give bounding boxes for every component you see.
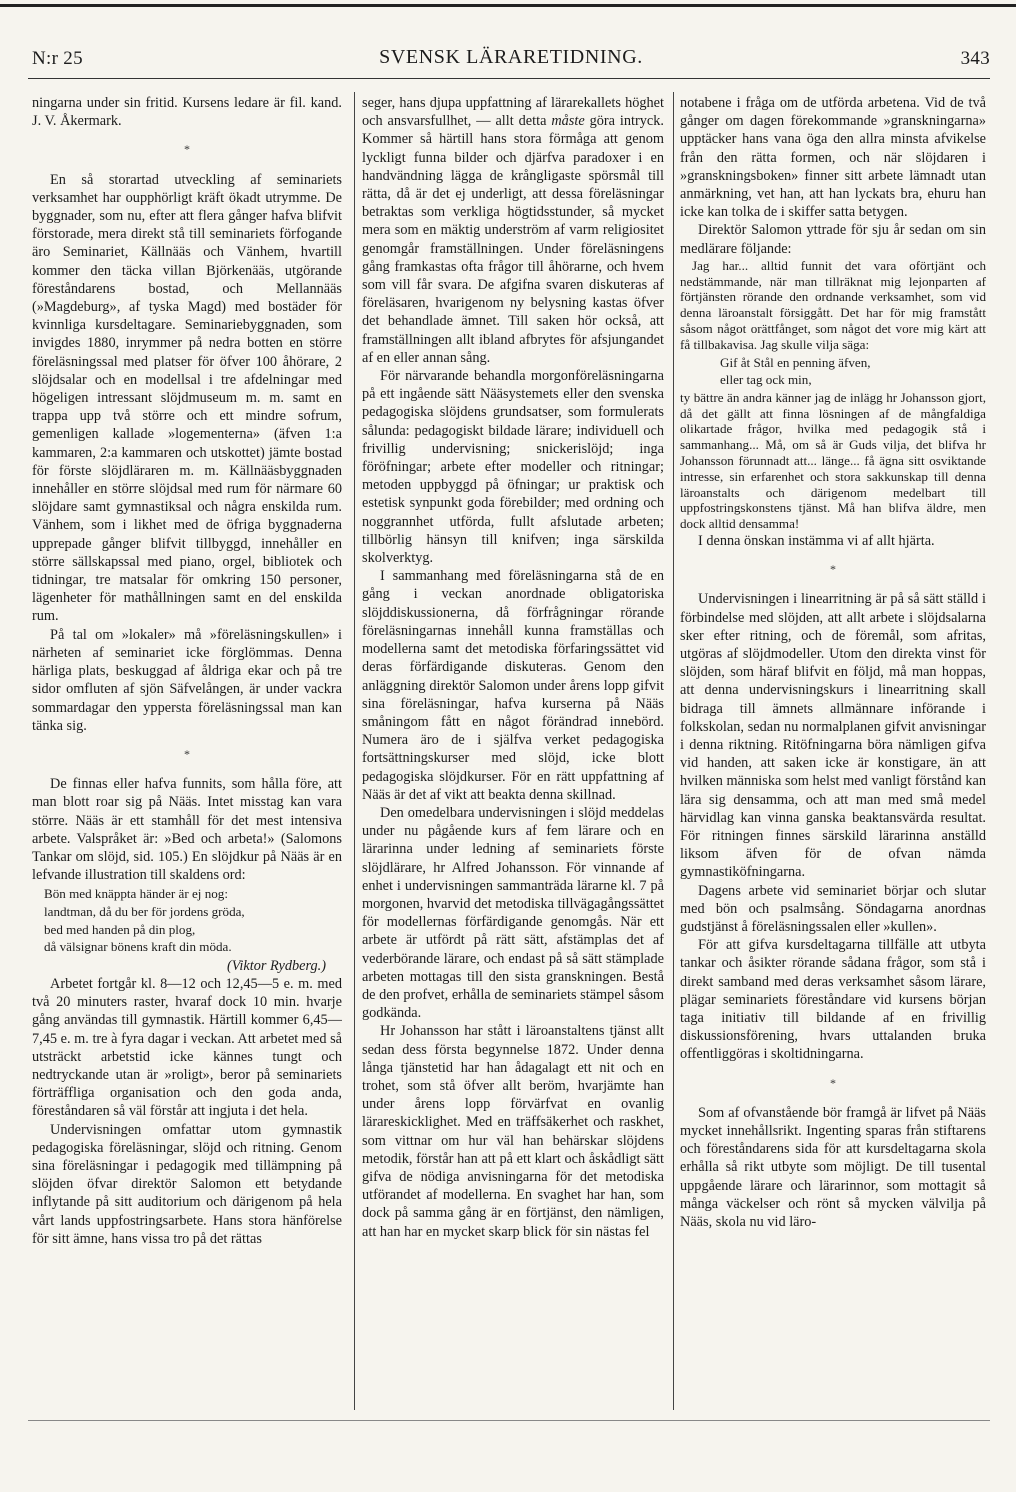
section-separator: * xyxy=(830,1075,836,1090)
poem-line: eller tag ock min, xyxy=(720,372,812,388)
header-rule xyxy=(28,78,990,79)
poem-line: Gif åt Stål en penning äfven, xyxy=(720,354,871,370)
section-separator: * xyxy=(184,142,190,157)
paragraph: En så storartad utveckling af seminariets verksamhet har oupphörligt kräft ökadt utrymme. De byggnader, som nu, efter att flera gånger hafva blifvit förstorade, mera direkt stå till seminariets förfogande äro Seminariet, Källnääs och Vänhem, hvartill kommer den täcka villan Björkenääs, utgörande föreståndarens bostad, och Mellannääs (»Magdeburg», af tyska Magd) med bostäder för kvinnliga kursdeltagare. Seminariebyggnaden, som invigdes 1880, inrymmer på nedra botten en större föreläsningssal med platser för öfver 100 åhörare, 2 slöjdsalar och en modellsal i tre afdelningar med högeligen intressant slöjdmuseum m. m. samt en trappa upp två större och ett mindre sofrum, gemenligen kallade »logementerna» (äfven 1:a kammaren, 2:a kammaren och utskottet) jämte bostad för förste slöjdläraren m. m. Källnääsbyggnaden innehåller en större slöjdsal med rum för närmare 60 slöjdare samt gymnastiksal och några enskilda rum. Vänhem, som i likhet med de öfriga byggnaderna upprepade gånger blifvit tillbyggd, innehåller en större sällskapssal med piano, orgel, bibliotek och tidningar, tre matsalar för omkring 150 personer, lägenheter för mathållningen samt en del enskilda rum. xyxy=(32,171,342,625)
paragraph: För närvarande behandla morgonföreläsningarna på ett ingående sätt Nääsystemets eller den svenska pedagogiska slöjdens grundsatser, som formulerats sålunda: pedagogiskt bildade lärare; individuell och frivillig undervisning; snickerislöjd; inga föröfningar; arbete efter modeller och ritningar; metoden uppbyggd på öfningar; ur praktisk och estetisk synpunkt goda förebilder; med ordning och noggrannhet utförda, fullt afslutade arbeten; tillbörlig hänsyn till knifven; inga särskilda skolverktyg. xyxy=(362,368,664,567)
page-header xyxy=(32,46,990,74)
journal-title: SVENSK LÄRARETIDNING. xyxy=(379,46,643,68)
paragraph: Som af ofvanstående bör framgå är lifvet på Nääs mycket innehållsrikt. Ingenting sparas från stiftarens och föreståndarens sida för att kursdeltagarna skola erhålla så rikt utbyte som möjligt. De till tusental uppgående lärare och lärarinnor, som mottagit så många väckelser och rönt så mycken välvilja på Nääs, skola nu vid läro- xyxy=(680,1104,986,1231)
column-right xyxy=(680,94,986,1410)
section-separator: * xyxy=(830,562,836,577)
paragraph: För att gifva kursdeltagarna tillfälle att utbyta tankar och åsikter rörande sådana frågor, som stå i direkt samband med deras verksamhet såsom lärare, plägar seminariets föreståndare vid kursens början taga initiativ till bildande af en frivillig diskussionsförening, hvars uttalanden bruka offentliggöras i skoltidningarna. xyxy=(680,937,986,1063)
column-middle xyxy=(362,94,664,1410)
paragraph: På tal om »lokaler» må »föreläsningskullen» i närheten af seminariet icke förglömmas. Denna härliga plats, beskuggad af åldriga ekar och på tre sidor omfluten af sjön Säfvelången, är under vackra sommardagar den yppersta föreläsningssal man kan tänka sig. xyxy=(32,626,342,734)
paragraph: De finnas eller hafva funnits, som hålla före, att man blott roar sig på Nääs. Intet misstag kan vara större. Nääs är ett stamhåll för det mest intensiva arbete. Valspråket är: »Bed och arbeta!» (Salomons Tankar om slöjd, sid. 105.) En slöjdkur på Nääs är en lefvande illustration till skaldens ord: xyxy=(32,776,342,884)
column-divider-2 xyxy=(673,92,674,1410)
paragraph: Dagens arbete vid seminariet börjar och slutar med bön och psalmsång. Söndagarna anordnas gudstjänst å föreläsningssalen eller »kullen». xyxy=(680,882,986,936)
column-left xyxy=(32,94,342,1410)
poem-line: bed med handen på din plog, xyxy=(44,921,196,937)
poem-line: då välsignar bönens kraft din möda. xyxy=(44,939,232,955)
top-border xyxy=(0,4,1016,7)
paragraph: Den omedelbara undervisningen i slöjd meddelas under nu pågående kurs af fem lärare och en lärarinna under ledning af seminariets förste slöjdlärare, hr Alfred Johansson. För vinnande af enhet i undervisningen sammanträda lärarne kl. 7 på morgonen, hvarvid det metodiska tillvägagångssättet för modellernas förfärdigande genomgås. När ett arbete är utfördt på rätt sätt, afstämplas det af vederbörande lärare, och endast på så sätt stämplade arbeten mottagas till den sista granskningen. Bestå de den profvet, erhålla de seminariets stämpel såsom godkända. xyxy=(362,804,664,1022)
paragraph: Hr Johansson har stått i läroanstaltens tjänst allt sedan dess första begynnelse 1872. Under denna långa tjänstetid har han ådagalagt ett nit och en trohet, som stå öfver allt beröm, hvarjämte han under årens lopp förvärfvat en ovanlig lärareskicklighet. Med en träffsäkerhet och raskhet, som vittnar om hur väl han behärskar slöjdens metodik, förstår han att på ett klart och åskådligt sätt gifva de nödiga anvisningarna för det metodiska utförandet af modellerna. En svaghet har han, som dock på samma gång är en förtjänst, den nämligen, att han har en mycket skarp blick för sin nästas fel xyxy=(362,1023,664,1240)
paragraph: ningarna under sin fritid. Kursens ledare är fil. kand. J. V. Åkermark. xyxy=(32,95,342,130)
paragraph: I sammanhang med föreläsningarna stå de en gång i veckan anordnade obligatoriska slöjddiskussionerna, då förfrågningar rörande föreläsningarnas innehåll kunna framställas och modellerna samt det metodiska förfaringssättet vid deras förfärdigande diskuteras. Genom den anläggning direktör Salomon under årens lopp gifvit sina föreläsningar, hafva kurserna på Nääs småningom fått en något förändrad innebörd. Numera äro de i själfva verket pedagogiska fortsättningskurser med slöjd, icke blott pedagogiska slöjdkurser. För en rätt uppfattning af Nääs är det af vikt att beakta denna skillnad. xyxy=(362,568,664,803)
section-separator: * xyxy=(184,746,190,761)
paragraph: Undervisningen omfattar utom gymnastik pedagogiska föreläsningar, slöjd och ritning. Genom sina föreläsningar i pedagogik med tillämpning på slöjden öfvar direktör Salomon ett betydande inflytande på sitt auditorium och därigenom på hela vårt lands uppfostringsarbete. Hans stora hänförelse för sitt ämne, hans vissa tro på det rättas xyxy=(32,1121,342,1247)
paragraph: Undervisningen i linearritning är på så sätt ställd i förbindelse med slöjden, att allt arbete i slöjdsalarna sker efter ritning, och de föremål, som afritas, utgöras af slöjdmodeller. Utom den direkta vinst för slöjden, som häraf blifvit en följd, må man hoppas, att denna undervisningskurs i linearritning skall bidraga till ämnets allmännare införande i folkskolan, sedan nu normalplanen gifvit anvisningar i denna riktning. Ritöfningarna böra nämligen gifva vid handen, att saken icke är konstigare, än att hvilken människa som helst med vanligt förstånd kan lära sig densamma, och att man med små medel härvidlag kan vinna ganska beaktansvärda resultat. För ritningen finnes särskild lärarinna anställd liksom äfven för de ofvan nämda gymnastiköfningarna. xyxy=(680,591,986,881)
emphasis: måste xyxy=(551,113,585,130)
paragraph: I denna önskan instämma vi af allt hjärta. xyxy=(698,532,935,549)
poem-line: Bön med knäppta händer är ej nog: xyxy=(44,886,228,902)
column-divider-1 xyxy=(354,92,355,1410)
paragraph: notabene i fråga om de utförda arbetena. Vid de två gånger om dagen förekommande »granskningarna» upptäcker hans vana öga den allra minsta afvikelse från den rätta formen, och när slöjdaren i »granskningsboken» finner sitt arbete lämnadt utan anmärkning, vet han, att han lyckats bra, ehuru han icke kan tolka de i skiffer satta betygen. xyxy=(680,95,986,221)
bottom-rule xyxy=(28,1420,990,1421)
issue-number: N:r 25 xyxy=(32,48,83,69)
quote-attribution: (Viktor Rydberg.) xyxy=(227,957,326,974)
page-number: 343 xyxy=(960,48,990,69)
paragraph: seger, hans djupa uppfattning af lärarekallets höghet och ansvarsfullhet, — allt detta måste göra intryck. Kommer så härtill hans stora förmåga att genom lyckligt funna bilder och djärfva paradoxer i en handvändning lägga de krångligaste spörsmål till rätta, då är det ej underligt, att dessa föreläsningar betraktas som verkliga högtidsstunder, så mycket mera som en mäktig underström af varm religiositet genomgår framställningen. Under föreläsningens gång framkastas ofta frågor till åhörarne, och hvem som vill får svara. De afgifna svaren diskuteras af föreläsaren, hvarigenom ny belysning kastas öfver det behandlade ämnet. Till saken hör också, att framställningen allt ibland afbrytes för afsjungandet af en eller annan sång. xyxy=(362,95,664,366)
poem-line: landtman, då du ber för jordens gröda, xyxy=(44,903,245,919)
quoted-passage: ty bättre än andra känner jag de inlägg hr Johansson gjort, då det gällt att finna lösningen af de mångfaldiga olikartade frågor, hvilka med pedagogik stå i sammanhang... Må, om så är Guds vilja, det blifva hr Johansson förunnadt att... länge... få ägna sitt osviktande intresse, sin erfarenhet och stora sakkunskap till denna läroanstalts och därigenom medelbart till uppfostringskonstens tjänst. Må han blifva äldre, men dock alltid densamma! xyxy=(680,389,986,532)
quoted-passage: Jag har... alltid funnit det vara oförtjänt och nedstämmande, när man tillräknat mig lejonparten af förtjänsten rörande den ordnande verksamhet, som vid denna läroanstalt försiggått. Det har för mig framstått såsom något orättfånget, som något det vore mig kärt att få tillbakavisa. Jag skulle vilja säga: xyxy=(680,257,986,352)
paragraph: Arbetet fortgår kl. 8—12 och 12,45—5 e. m. med två 20 minuters raster, hvaraf dock 10 min. hvarje gång användas till gymnastik. Härtill kommer 6,45—7,45 e. m. tre à fyra dagar i veckan. Att arbetet med så utsträckt arbetstid icke kännes tungt och nedtryckande utan är »roligt», beror på seminariets förträffliga organisation och den goda anda, föreståndaren så väl förstår att ingjuta i det hela. xyxy=(32,975,342,1120)
paragraph: Direktör Salomon yttrade för sju år sedan om sin medlärare följande: xyxy=(680,222,986,257)
